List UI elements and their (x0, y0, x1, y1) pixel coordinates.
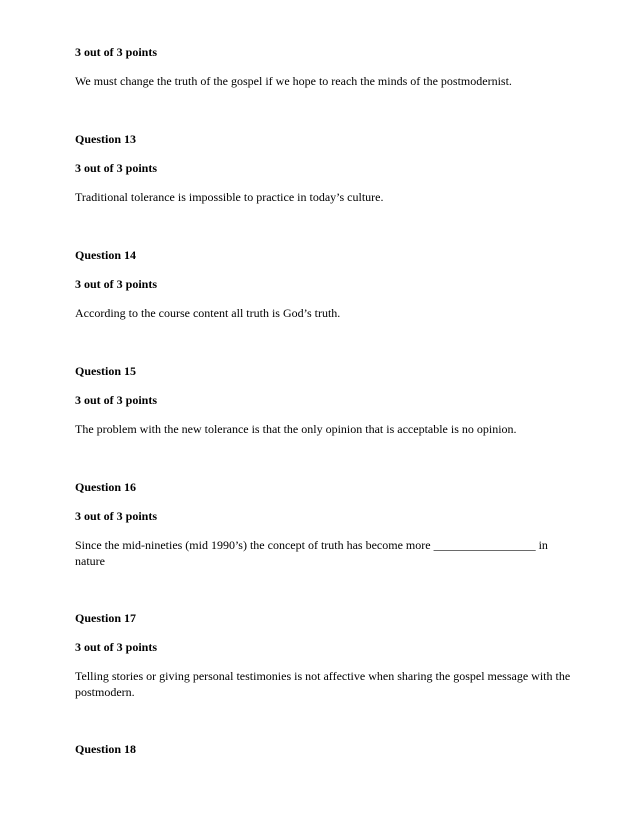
points-label: 3 out of 3 points (75, 509, 158, 523)
question-statement: The problem with the new tolerance is that the only opinion that is acceptable is no opinion. (75, 422, 517, 436)
question-title: Question 13 (75, 132, 137, 146)
points-label: 3 out of 3 points (75, 277, 158, 291)
question-statement: According to the course content all truth is God’s truth. (75, 306, 341, 320)
question-statement-line-1: Telling stories or giving personal testimonies is not affective when sharing the gospel message with the (75, 669, 571, 683)
points-label: 3 out of 3 points (75, 161, 158, 175)
question-statement: We must change the truth of the gospel if we hope to reach the minds of the postmodernist. (75, 74, 512, 88)
question-title: Question 14 (75, 248, 137, 262)
question-statement-line-2: nature (75, 554, 105, 568)
question-title: Question 16 (75, 480, 137, 494)
points-label: 3 out of 3 points (75, 640, 158, 654)
question-title: Question 18 (75, 742, 137, 756)
question-statement-line-1: Since the mid-nineties (mid 1990’s) the concept of truth has become more _________________ in (75, 538, 548, 552)
question-statement: Traditional tolerance is impossible to practice in today’s culture. (75, 190, 384, 204)
points-label: 3 out of 3 points (75, 45, 158, 59)
question-statement-line-2: postmodern. (75, 685, 135, 699)
question-title: Question 17 (75, 611, 137, 625)
question-title: Question 15 (75, 364, 137, 378)
points-label: 3 out of 3 points (75, 393, 158, 407)
